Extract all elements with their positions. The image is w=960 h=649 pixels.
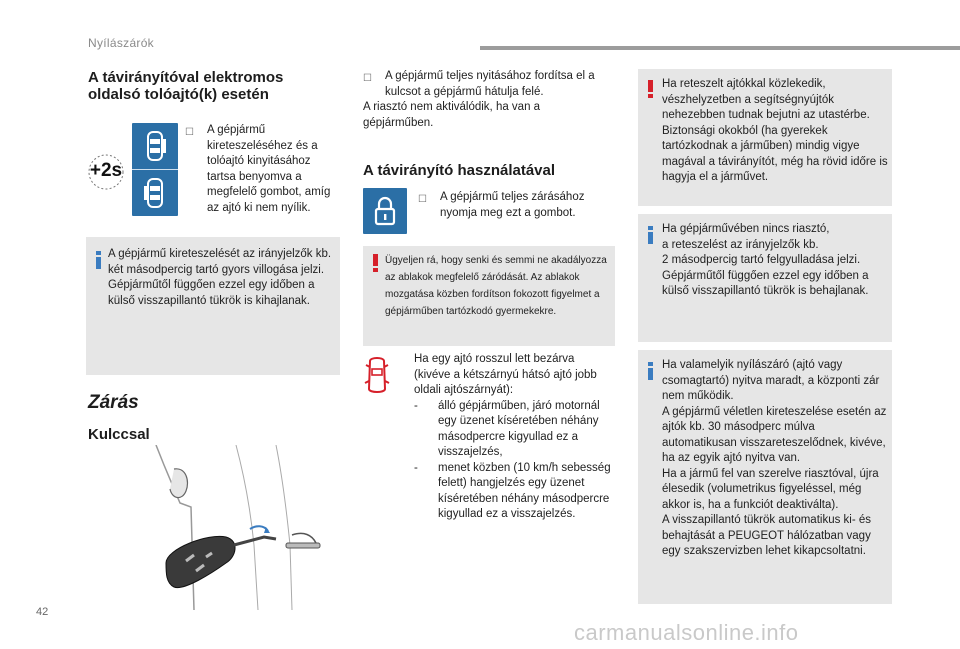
- instruction-bullet: [185, 123, 335, 216]
- right-sliding-door-icon: [141, 130, 169, 162]
- title-line: oldalsó tolóajtó(k) esetén: [88, 86, 269, 103]
- info-line: Ha gépjárművében nincs riasztó,: [662, 223, 830, 235]
- warning-note-locked-doors: [638, 69, 892, 206]
- door-warning-item-text: álló gépjárműben, járó motornál egy üzenet kíséretében néhány másodpercre kigyullad ez a visszajelzés,: [438, 399, 600, 458]
- watermark: carmanualsonline.info: [574, 620, 799, 645]
- heading-closing: Zárás: [88, 392, 139, 413]
- key-lock-illustration: [86, 445, 340, 610]
- info-icon: [648, 226, 653, 244]
- warning-locked-text: Ha reteszelt ajtókkal közlekedik, vészhelyzetben a segítségnyújtók nehezebben tudnak bejutni az utastérbe. Biztonsági okokból (ha gyerekek tartózkodnak a járműben) mindig vigye magával a távirányítót, még ha rövid időre is hagyja el a járművet.: [662, 78, 888, 183]
- title-line: A távirányítóval elektromos: [88, 69, 284, 86]
- door-warning-item-text: menet közben (10 km/h sebesség felett) hangjelzés egy üzenet kíséretében néhány másodpercre kigyullad ez a visszajelzés.: [438, 461, 611, 520]
- warning-note-text: Ügyeljen rá, hogy senki és semmi ne akadályozza az ablakok megfelelő záródását. Az ablakok mozgatása közben fordítson fokozott figyelmet a gépjárműben tartózkodó gyermekekre.: [385, 255, 607, 317]
- key-unlock-bullet: [363, 69, 613, 100]
- heading-using-remote: A távirányító használatával: [363, 162, 556, 179]
- door-warning-block: [414, 352, 614, 523]
- info-line: Ha a jármű fel van szerelve riasztóval, újra élesedik (volumetrikus figyeléssel, még akkor is, ha a funkciót deaktiválta).: [662, 467, 879, 511]
- heading-with-key: Kulccsal: [88, 426, 150, 443]
- info-icon: [648, 362, 653, 380]
- info-note-open-door: [638, 350, 892, 604]
- bullet-arrow-icon: ☐: [185, 127, 194, 138]
- info-note-unlock: [86, 237, 340, 375]
- info-line: 2 másodpercig tartó felgyulladása jelzi.: [662, 254, 861, 266]
- door-warning-intro: Ha egy ajtó rosszul lett bezárva (kivéve a kétszárnyú hátsó ajtó jobb oldali ajtószárnyát):: [414, 353, 597, 396]
- hold-duration-label: +2s: [89, 160, 123, 181]
- info-line: A visszapillantó tükrök automatikus ki- és behajtását a PEUGEOT hálózatban vagy egy szakszervizben lehet kikapcsoltatni.: [662, 514, 872, 557]
- instruction-text: A gépjármű kireteszeléséhez és a tolóajtó kinyitásához tartsa benyomva a megfelelő gombot, amíg az ajtó ki nem nyílik.: [207, 124, 331, 214]
- warning-icon: [648, 80, 653, 98]
- lock-bullet-text: A gépjármű teljes zárásához nyomja meg ezt a gombot.: [440, 191, 585, 219]
- padlock-icon: [373, 196, 397, 226]
- door-warning-item: - álló gépjárműben, járó motornál egy üzenet kíséretében néhány másodpercre kigyullad ez a visszajelzés,: [414, 399, 614, 461]
- left-sliding-door-icon: [141, 177, 169, 209]
- bullet-arrow-icon: ☐: [418, 194, 427, 205]
- info-line: A gépjármű véletlen kireteszelése esetén az ajtók kb. 30 másodperc múlva automatikusan visszareteszelődnek, kivéve, ha az egyik ajtó nyitva van.: [662, 405, 887, 464]
- lock-button-icon-panel: [363, 188, 407, 234]
- bullet-arrow-icon: ☐: [363, 73, 372, 84]
- info-line: Ha valamelyik nyílászáró (ajtó vagy csomagtartó) nyitva maradt, a központi zár nem működik.: [662, 359, 880, 402]
- info-note-line: Gépjárműtől függően ezzel egy időben a külső visszapillantó tükrök is kihajlanak.: [108, 279, 315, 307]
- info-note-line: A gépjármű kireteszelését az irányjelzők kb. két másodpercig tartó gyors villogása jelzi.: [108, 248, 332, 276]
- section-title-remote-sliding-door: [88, 69, 348, 103]
- info-line: Gépjárműtől függően ezzel egy időben a külső visszapillantó tükrök is behajlanak.: [662, 269, 869, 297]
- hold-timer-icon: [86, 152, 126, 192]
- lock-bullet: [418, 190, 608, 221]
- info-icon: [96, 251, 101, 269]
- header-divider: [480, 46, 960, 50]
- warning-icon: [373, 254, 378, 272]
- door-open-warning-icon: [364, 355, 390, 395]
- sliding-door-buttons-panel: [132, 123, 178, 216]
- door-warning-item: - menet közben (10 km/h sebesség felett) hangjelzés egy üzenet kíséretében néhány másodpercre kigyullad ez a visszajelzés.: [414, 461, 614, 523]
- info-line: a reteszelést az irányjelzők kb.: [662, 238, 819, 251]
- info-note-no-alarm: [638, 214, 892, 342]
- section-header: Nyílászárók: [88, 36, 154, 50]
- warning-note-windows: [363, 246, 615, 346]
- page-number: 42: [36, 606, 49, 618]
- alarm-note: A riasztó nem aktiválódik, ha van a gépjárműben.: [363, 101, 541, 129]
- key-unlock-text: A gépjármű teljes nyitásához fordítsa el a kulcsot a gépjármű hátulja felé.: [385, 70, 595, 98]
